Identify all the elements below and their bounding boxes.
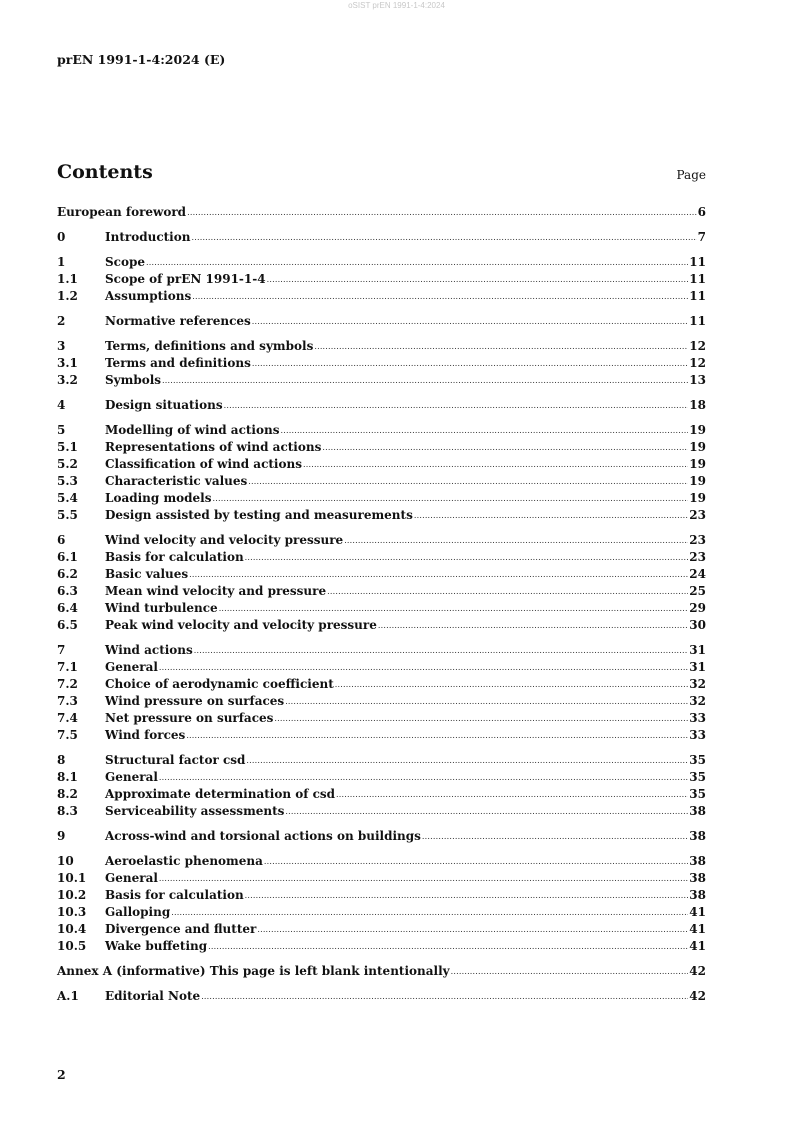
toc-entry-title: Assumptions: [105, 289, 192, 303]
toc-entry-title: Characteristic values: [105, 474, 248, 488]
toc-entry-page: 11: [689, 255, 706, 269]
dot-leader: [162, 376, 688, 385]
dot-leader: [213, 494, 689, 503]
toc-entry-page: 33: [689, 711, 706, 725]
dot-leader: [245, 553, 689, 562]
toc-entry-page: 32: [689, 677, 706, 691]
toc-entry-page: 25: [689, 584, 706, 598]
toc-entry-number: 1.2: [57, 289, 78, 303]
toc-entry-title: Loading models: [105, 491, 212, 505]
toc-entry[interactable]: [57, 440, 706, 457]
dot-leader: [322, 443, 688, 452]
toc-entry[interactable]: [57, 854, 706, 871]
toc-entry-number: 8: [57, 753, 66, 767]
dot-leader: [378, 621, 688, 630]
toc-entry[interactable]: [57, 905, 706, 922]
toc-entry-number: A.1: [57, 989, 79, 1003]
page-number: 2: [57, 1067, 66, 1082]
dot-leader: [257, 925, 688, 934]
toc-entry-title: Net pressure on surfaces: [105, 711, 274, 725]
toc-entry[interactable]: [57, 871, 706, 888]
toc-entry-page: 42: [689, 964, 706, 978]
toc-entry-page: 11: [689, 289, 706, 303]
dot-leader: [285, 807, 688, 816]
dot-leader: [280, 426, 688, 435]
toc-entry-page: 12: [689, 356, 706, 370]
toc-entry-page: 18: [689, 398, 706, 412]
toc-entry-page: 24: [689, 567, 706, 581]
toc-entry[interactable]: [57, 314, 706, 331]
toc-entry-title: Scope: [105, 255, 146, 269]
toc-entry-number: 0: [57, 230, 66, 244]
toc-entry-title: Representations of wind actions: [105, 440, 322, 454]
toc-entry[interactable]: [57, 398, 706, 415]
dot-leader: [224, 401, 689, 410]
dot-leader: [186, 731, 688, 740]
toc-entry[interactable]: [57, 677, 706, 694]
toc-entry[interactable]: [57, 618, 706, 635]
toc-entry-title: Peak wind velocity and velocity pressure: [105, 618, 377, 632]
toc-entry-title: Editorial Note: [105, 989, 201, 1003]
toc-entry-number: 3: [57, 339, 66, 353]
toc-entry-number: 7.3: [57, 694, 78, 708]
toc-entry-number: 10: [57, 854, 74, 868]
toc-entry-title: Modelling of wind actions: [105, 423, 280, 437]
dot-leader: [219, 604, 689, 613]
dot-leader: [274, 714, 688, 723]
dot-leader: [248, 477, 688, 486]
toc-entry-page: 38: [689, 829, 706, 843]
toc-entry-title: Structural factor csd: [105, 753, 246, 767]
toc-entry-title: General: [105, 770, 158, 784]
dot-leader: [327, 587, 688, 596]
toc-entry-number: 2: [57, 314, 66, 328]
toc-entry-number: 8.1: [57, 770, 78, 784]
toc-entry[interactable]: [57, 888, 706, 905]
toc-entry-title: General: [105, 871, 158, 885]
toc-entry-page: 11: [689, 272, 706, 286]
toc-entry-title: Aeroelastic phenomena: [105, 854, 263, 868]
toc-entry-title: Annex A (informative) This page is left blank intentionally: [57, 964, 450, 978]
toc-entry-number: 7: [57, 643, 66, 657]
toc-entry-number: 5.1: [57, 440, 78, 454]
toc-entry-page: 31: [689, 660, 706, 674]
dot-leader: [192, 292, 688, 301]
toc-entry-page: 19: [689, 440, 706, 454]
toc-entry[interactable]: [57, 474, 706, 491]
dot-leader: [422, 832, 688, 841]
toc-entry[interactable]: [57, 989, 706, 1006]
toc-entry-page: 41: [689, 905, 706, 919]
toc-entry-title: Across-wind and torsional actions on buildings: [105, 829, 421, 843]
toc-entry-title: Symbols: [105, 373, 162, 387]
toc-entry-title: Divergence and flutter: [105, 922, 257, 936]
toc-entry-page: 38: [689, 871, 706, 885]
toc-entry-number: 7.1: [57, 660, 78, 674]
toc-entry-page: 23: [689, 533, 706, 547]
dot-leader: [159, 663, 688, 672]
toc-entry-number: 7.4: [57, 711, 78, 725]
toc-entry-page: 38: [689, 804, 706, 818]
toc-entry-number: 1: [57, 255, 66, 269]
toc-entry[interactable]: [57, 550, 706, 567]
toc-entry-title: Serviceability assessments: [105, 804, 285, 818]
toc-entry[interactable]: [57, 922, 706, 939]
toc-entry-page: 23: [689, 508, 706, 522]
toc-entry[interactable]: [57, 272, 706, 289]
toc-entry[interactable]: [57, 770, 706, 787]
toc-entry[interactable]: [57, 660, 706, 677]
dot-leader: [146, 258, 688, 267]
toc-entry-number: 6.3: [57, 584, 78, 598]
toc-entry-page: 33: [689, 728, 706, 742]
dot-leader: [314, 342, 688, 351]
toc-entry-number: 7.2: [57, 677, 78, 691]
toc-entry-number: 1.1: [57, 272, 78, 286]
toc-entry-title: Design assisted by testing and measurements: [105, 508, 413, 522]
toc-entry[interactable]: [57, 457, 706, 474]
toc-entry[interactable]: [57, 230, 706, 247]
toc-entry-number: 10.2: [57, 888, 87, 902]
toc-entry-title: Basis for calculation: [105, 550, 244, 564]
toc-entry-page: 29: [689, 601, 706, 615]
toc-entry-page: 19: [689, 423, 706, 437]
dot-leader: [189, 570, 688, 579]
toc-entry-title: Choice of aerodynamic coefficient: [105, 677, 334, 691]
toc-entry-page: 12: [689, 339, 706, 353]
toc-entry-number: 8.2: [57, 787, 78, 801]
toc-entry-number: 5: [57, 423, 66, 437]
toc-entry-number: 6.4: [57, 601, 78, 615]
toc-entry-title: Wake buffeting: [105, 939, 208, 953]
toc-entry[interactable]: [57, 508, 706, 525]
dot-leader: [285, 697, 688, 706]
toc-entry-title: Galloping: [105, 905, 171, 919]
toc-entry[interactable]: [57, 584, 706, 601]
toc-entry-title: Scope of prEN 1991-1-4: [105, 272, 266, 286]
dot-leader: [252, 359, 688, 368]
document-id: prEN 1991-1-4:2024 (E): [57, 52, 226, 67]
toc-entry-number: 10.4: [57, 922, 87, 936]
toc-entry-number: 5.2: [57, 457, 78, 471]
toc-entry-number: 3.1: [57, 356, 78, 370]
dot-leader: [201, 992, 688, 1001]
toc-entry[interactable]: [57, 423, 706, 440]
toc-entry-number: 8.3: [57, 804, 78, 818]
dot-leader: [191, 233, 696, 242]
toc-entry[interactable]: [57, 373, 706, 390]
toc-entry[interactable]: [57, 601, 706, 618]
dot-leader: [264, 857, 688, 866]
toc-entry-page: 35: [689, 753, 706, 767]
toc-entry-page: 11: [689, 314, 706, 328]
dot-leader: [335, 680, 689, 689]
toc-entry-title: Wind turbulence: [105, 601, 218, 615]
dot-leader: [267, 275, 689, 284]
toc-entry-number: 10.5: [57, 939, 87, 953]
contents-heading: Contents: [57, 161, 153, 183]
dot-leader: [246, 756, 688, 765]
toc-entry-page: 41: [689, 922, 706, 936]
toc-entry[interactable]: [57, 753, 706, 770]
toc-entry[interactable]: [57, 804, 706, 821]
toc-entry-number: 6: [57, 533, 66, 547]
toc-entry[interactable]: [57, 829, 706, 846]
watermark: oSIST prEN 1991-1-4:2024: [348, 1, 445, 10]
dot-leader: [245, 891, 689, 900]
toc-entry[interactable]: [57, 356, 706, 373]
toc-entry-title: Wind forces: [105, 728, 186, 742]
dot-leader: [187, 208, 697, 217]
dot-leader: [171, 908, 688, 917]
toc-entry-title: Wind actions: [105, 643, 193, 657]
toc-entry[interactable]: [57, 289, 706, 306]
toc-entry-title: European foreword: [57, 205, 187, 219]
toc-entry[interactable]: [57, 255, 706, 272]
toc-entry-title: Mean wind velocity and pressure: [105, 584, 327, 598]
toc-entry-page: 32: [689, 694, 706, 708]
toc-entry-page: 35: [689, 770, 706, 784]
toc-entry[interactable]: [57, 491, 706, 508]
toc-entry-title: Approximate determination of csd: [105, 787, 336, 801]
dot-leader: [303, 460, 688, 469]
toc-entry-title: Classification of wind actions: [105, 457, 302, 471]
toc-entry-title: Wind velocity and velocity pressure: [105, 533, 344, 547]
toc-entry-page: 35: [689, 787, 706, 801]
toc-entry-title: Basis for calculation: [105, 888, 244, 902]
dot-leader: [344, 536, 688, 545]
toc-entry-number: 6.1: [57, 550, 78, 564]
toc-entry[interactable]: [57, 205, 706, 222]
dot-leader: [194, 646, 689, 655]
dot-leader: [252, 317, 689, 326]
toc-entry-number: 5.4: [57, 491, 78, 505]
toc-entry-title: Introduction: [105, 230, 191, 244]
toc-entry[interactable]: [57, 711, 706, 728]
toc-entry-page: 41: [689, 939, 706, 953]
toc-entry[interactable]: [57, 964, 706, 981]
table-of-contents: [57, 205, 706, 1006]
toc-entry-page: 30: [689, 618, 706, 632]
toc-entry-title: Design situations: [105, 398, 223, 412]
toc-entry-title: Wind pressure on surfaces: [105, 694, 285, 708]
toc-entry-number: 5.3: [57, 474, 78, 488]
toc-entry-number: 10.1: [57, 871, 87, 885]
toc-entry-page: 19: [689, 491, 706, 505]
toc-entry[interactable]: [57, 694, 706, 711]
toc-entry-page: 23: [689, 550, 706, 564]
toc-entry[interactable]: [57, 787, 706, 804]
toc-entry-page: 38: [689, 854, 706, 868]
toc-entry-page: 38: [689, 888, 706, 902]
toc-entry-number: 3.2: [57, 373, 78, 387]
toc-entry-page: 13: [689, 373, 706, 387]
toc-entry[interactable]: [57, 533, 706, 550]
toc-entry-page: 42: [689, 989, 706, 1003]
toc-entry-title: Terms and definitions: [105, 356, 251, 370]
toc-entry-number: 5.5: [57, 508, 78, 522]
toc-entry-number: 7.5: [57, 728, 78, 742]
toc-entry-number: 4: [57, 398, 66, 412]
toc-entry-title: Normative references: [105, 314, 251, 328]
dot-leader: [414, 511, 688, 520]
toc-entry-number: 9: [57, 829, 66, 843]
toc-entry-number: 6.2: [57, 567, 78, 581]
dot-leader: [208, 942, 688, 951]
dot-leader: [336, 790, 688, 799]
toc-entry-page: 31: [689, 643, 706, 657]
toc-entry[interactable]: [57, 339, 706, 356]
dot-leader: [159, 773, 688, 782]
toc-entry-page: 19: [689, 474, 706, 488]
toc-entry-title: Basic values: [105, 567, 189, 581]
toc-entry-page: 6: [697, 205, 706, 219]
toc-entry-number: 6.5: [57, 618, 78, 632]
toc-entry-page: 19: [689, 457, 706, 471]
toc-entry[interactable]: [57, 728, 706, 745]
toc-entry[interactable]: [57, 567, 706, 584]
dot-leader: [159, 874, 688, 883]
toc-entry-title: General: [105, 660, 158, 674]
dot-leader: [451, 967, 689, 976]
toc-entry-number: 10.3: [57, 905, 87, 919]
toc-entry-page: 7: [697, 230, 706, 244]
toc-entry[interactable]: [57, 643, 706, 660]
toc-entry-title: Terms, definitions and symbols: [105, 339, 314, 353]
toc-entry[interactable]: [57, 939, 706, 956]
page-column-label: Page: [676, 168, 706, 182]
